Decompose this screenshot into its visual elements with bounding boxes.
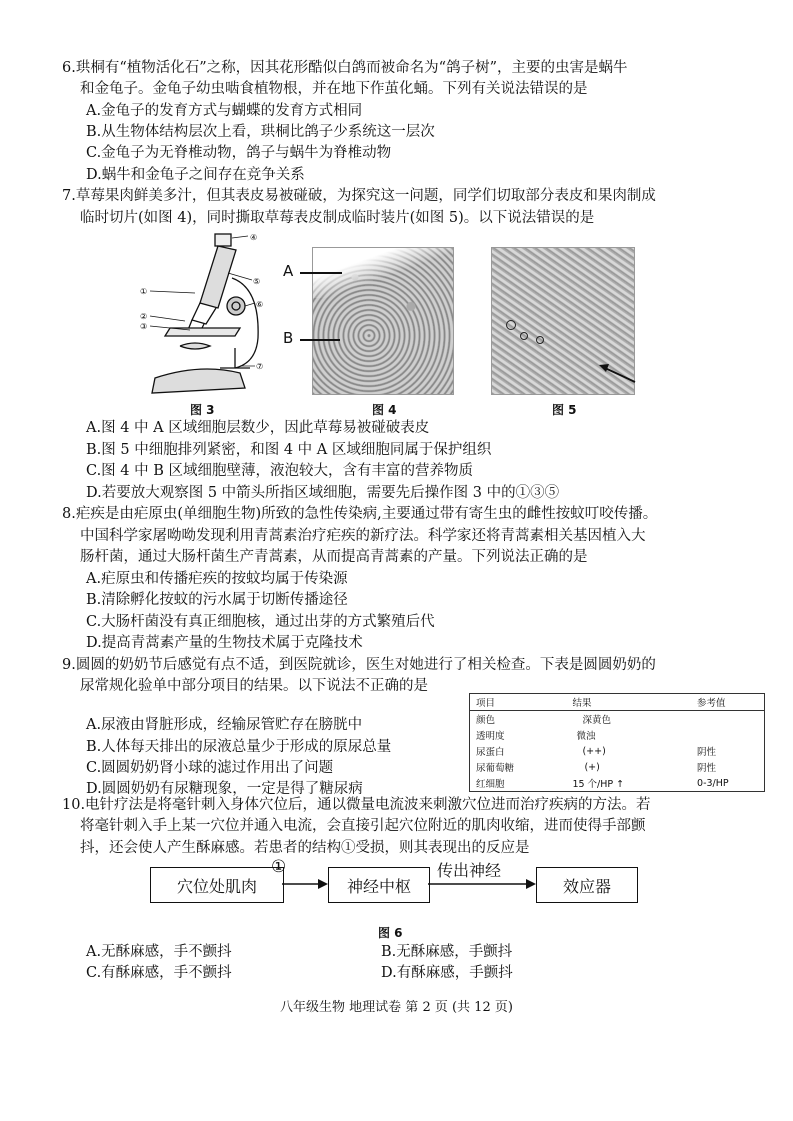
q9-option-b: B.人体每天排出的尿液总量少于形成的原尿总量 — [86, 739, 392, 755]
table-cell: 尿蛋白 — [476, 747, 505, 758]
q9-option-c: C.圆圆奶奶肾小球的滤过作用出了问题 — [86, 760, 334, 776]
table-row — [470, 743, 765, 759]
diagram-box-effector: 效应器 — [536, 867, 638, 903]
table-cell: 尿葡萄糖 — [476, 763, 515, 774]
q7-option-a: A.图 4 中 A 区域细胞层数少，因此草莓易被碰破表皮 — [86, 420, 430, 436]
q6-stem-line-1: 6.珙桐有“植物活化石”之称，因其花形酷似白鸽而被命名为“鸽子树”，主要的虫害是蜗牛 — [62, 60, 628, 76]
q9-stem-line-2: 尿常规化验单中部分项目的结果。以下说法不正确的是 — [80, 678, 428, 694]
microscope-label-5: ⑤ — [253, 277, 261, 286]
microscope-label-1: ① — [140, 287, 148, 296]
figure-3-microscope — [140, 228, 270, 398]
table-cell: 红细胞 — [476, 779, 505, 790]
figure-6-caption: 图 6 — [378, 926, 403, 940]
table-row — [470, 711, 765, 728]
diagram-box-center: 神经中枢 — [328, 867, 430, 903]
q7-option-d: D.若要放大观察图 5 中箭头所指区域细胞，需要先后操作图 3 中的①③⑤ — [86, 485, 560, 501]
diagram-arrow-2 — [428, 876, 536, 892]
q10-option-c: C.有酥麻感，手不颤抖 — [86, 965, 232, 981]
q6-option-b: B.从生物体结构层次上看，珙桐比鸽子少系统这一层次 — [86, 124, 435, 140]
q10-stem-line-2: 将毫针刺入手上某一穴位并通入电流，会直接引起穴位附近的肌肉收缩，进而使得手部颤 — [80, 818, 646, 834]
q8-stem-line-1: 8.疟疾是由疟原虫(单细胞生物)所致的急性传染病,主要通过带有寄生虫的雌性按蚊叮咬传播。 — [62, 506, 658, 522]
q8-stem-line-2: 中国科学家屠呦呦发现利用青蒿素治疗疟疾的新疗法。科学家还将青蒿素相关基因植入大 — [80, 528, 646, 544]
q8-stem-line-3: 肠杆菌，通过大肠杆菌生产青蒿素，从而提高青蒿素的产量。下列说法正确的是 — [80, 549, 588, 565]
figure-5-arrow — [595, 360, 640, 390]
table-cell: 颜色 — [476, 715, 496, 726]
q6-stem-line-2: 和金龟子。金龟子幼虫啮食植物根，并在地下作茧化蛹。下列有关说法错误的是 — [80, 81, 588, 97]
figure-4-pointer-a — [300, 272, 342, 274]
q8-option-a: A.疟原虫和传播疟疾的按蚊均属于传染源 — [86, 571, 348, 587]
q9-stem-line-1: 9.圆圆的奶奶节后感觉有点不适，到医院就诊，医生对她进行了相关检查。下表是圆圆奶奶的 — [62, 657, 656, 673]
page-footer: 八年级生物 地理试卷 第 2 页 (共 12 页) — [280, 1000, 513, 1015]
table-header-item: 项目 — [470, 694, 543, 711]
q8-option-d: D.提高青蒿素产量的生物技术属于克隆技术 — [86, 635, 363, 651]
q7-option-b: B.图 5 中细胞排列紧密，和图 4 中 A 区域细胞同属于保护组织 — [86, 442, 492, 458]
figure-3-caption: 图 3 — [190, 403, 215, 417]
table-row — [470, 727, 765, 743]
q9-option-d: D.圆圆奶奶有尿糖现象，一定是得了糖尿病 — [86, 781, 363, 797]
figure-5-caption: 图 5 — [552, 403, 577, 417]
table-cell: 阴性 — [697, 747, 717, 758]
table-cell: 微浊 — [576, 731, 596, 742]
table-cell: (+) — [584, 761, 600, 773]
table-cell: (++) — [582, 745, 606, 757]
diagram-label-1: ① — [271, 857, 287, 877]
table-cell: 15 个/HP ↑ — [572, 779, 625, 790]
urine-test-table — [469, 693, 765, 792]
figure-4-pointer-b — [300, 339, 340, 341]
table-header-reference: 参考值 — [669, 694, 764, 711]
table-cell: 透明度 — [476, 731, 505, 742]
q10-stem-line-1: 10.电针疗法是将毫针刺入身体穴位后，通以微量电流波来刺激穴位进而治疗疾病的方法。若 — [62, 797, 651, 813]
microscope-label-6: ⑥ — [256, 300, 264, 309]
q6-option-c: C.金龟子为无脊椎动物，鸽子与蜗牛为脊椎动物 — [86, 145, 392, 161]
figure-4-caption: 图 4 — [372, 403, 397, 417]
table-cell — [669, 711, 764, 728]
microscope-label-3: ③ — [140, 322, 148, 331]
microscope-label-7: ⑦ — [256, 362, 264, 371]
q6-option-a: A.金龟子的发育方式与蝴蝶的发育方式相同 — [86, 103, 363, 119]
q10-option-d: D.有酥麻感，手颤抖 — [381, 965, 513, 981]
q8-option-c: C.大肠杆菌没有真正细胞核，通过出芽的方式繁殖后代 — [86, 614, 435, 630]
table-cell: 0-3/HP — [697, 777, 729, 789]
q9-option-a: A.尿液由肾脏形成，经输尿管贮存在膀胱中 — [86, 717, 363, 733]
q7-option-c: C.图 4 中 B 区域细胞壁薄，液泡较大，含有丰富的营养物质 — [86, 463, 474, 479]
table-cell — [669, 727, 764, 743]
diagram-label-efferent: 传出神经 — [437, 861, 502, 880]
q6-option-d: D.蜗牛和金龟子之间存在竞争关系 — [86, 167, 305, 183]
table-header-result: 结果 — [542, 694, 669, 711]
table-row — [470, 759, 765, 775]
diagram-box-muscle: 穴位处肌肉 — [150, 867, 284, 903]
microscope-label-4: ④ — [250, 233, 258, 242]
q10-stem-line-3: 抖，还会使人产生酥麻感。若患者的结构①受损，则其表现出的反应是 — [80, 840, 530, 856]
figure-4-label-b: B — [283, 329, 294, 347]
table-cell: 深黄色 — [582, 715, 611, 726]
q7-stem-line-1: 7.草莓果肉鲜美多汁，但其表皮易被碰破，为探究这一问题，同学们切取部分表皮和果肉制成 — [62, 188, 656, 204]
table-header-row — [470, 694, 765, 711]
table-row — [470, 775, 765, 792]
q7-stem-line-2: 临时切片(如图 4)，同时撕取草莓表皮制成临时装片(如图 5)。以下说法错误的是 — [80, 210, 595, 226]
q10-option-a: A.无酥麻感，手不颤抖 — [86, 944, 232, 960]
figure-4-micrograph — [312, 247, 454, 395]
microscope-label-2: ② — [140, 312, 148, 321]
table-cell: 阴性 — [697, 763, 717, 774]
figure-4-label-a: A — [283, 262, 294, 280]
diagram-arrow-1 — [282, 876, 328, 892]
q8-option-b: B.清除孵化按蚊的污水属于切断传播途径 — [86, 592, 348, 608]
q10-option-b: B.无酥麻感，手颤抖 — [381, 944, 513, 960]
